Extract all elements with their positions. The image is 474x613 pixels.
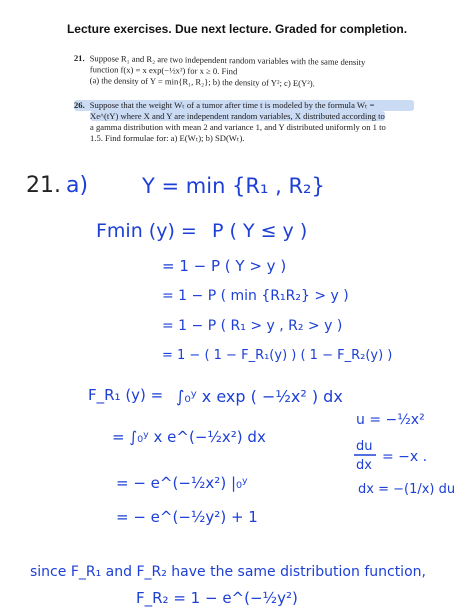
problem-26-line-2: Xe^(tY) where X and Y are independent random variables, X distributed according to	[90, 111, 385, 121]
hw-substitution-du-rhs: = −x .	[382, 449, 428, 465]
hw-substitution-dx: dx	[356, 458, 372, 473]
hw-problem-label: 21.	[26, 173, 61, 198]
hw-step-3: = 1 − P ( R₁ > y , R₂ > y )	[162, 318, 343, 334]
problem-26-line-4: 1.5. Find formulae for: a) E(Wₜ); b) SD(Wₜ).	[90, 133, 245, 143]
problem-21-line-2: function f(x) = x exp(−½x²) for x ≥ 0. Find	[89, 64, 238, 77]
problem-26-number: 26.	[74, 100, 85, 110]
hw-substitution-dx-rhs: dx = −(1/x) du	[358, 482, 456, 497]
hw-fmin-rhs: P ( Y ≤ y )	[212, 220, 308, 242]
problem-21-number: 21.	[73, 53, 85, 64]
hw-fr-definition-lhs: F_R₁ (y) =	[88, 386, 164, 404]
hw-substitution-du: du	[356, 439, 373, 454]
hw-substitution-u: u = −½x²	[356, 412, 425, 428]
problem-26-line-3: a gamma distribution with mean 2 and variance 1, and Y distributed uniformly on 1 to	[90, 122, 386, 132]
hw-step-1: = 1 − P ( Y > y )	[162, 257, 287, 275]
hw-fr-definition-integral: ∫₀ʸ x exp ( −½x² ) dx	[176, 387, 343, 406]
hw-y-definition: Y = min {R₁ , R₂}	[142, 174, 325, 198]
hw-since-note: since F_R₁ and F_R₂ have the same distribution function,	[30, 564, 426, 580]
hw-step-2: = 1 − P ( min {R₁R₂} > y )	[162, 288, 349, 304]
hw-fr-step-2: = − e^(−½x²) |₀ʸ	[116, 474, 248, 492]
hw-fr-step-3: = − e^(−½y²) + 1	[116, 508, 258, 526]
hw-step-4: = 1 − ( 1 − F_R₁(y) ) ( 1 − F_R₂(y) )	[162, 348, 393, 363]
hw-fr2-result: F_R₂ = 1 − e^(−½y²)	[136, 589, 298, 607]
hw-part-label: a)	[66, 173, 89, 198]
problem-21-line-1: 21. Suppose R₁ and R₂ are two independent random variables with the same density	[73, 53, 366, 68]
hw-fmin-lhs: Fmin (y) =	[96, 220, 197, 242]
problem-26-line-1: 26. Suppose that the weight Wₜ of a tumor after time t is modeled by the formula Wₜ =	[74, 100, 414, 111]
hw-fr-step-1: = ∫₀ʸ x e^(−½x²) dx	[112, 428, 266, 446]
problem-21-line-3: (a) the density of Y = min{R₁, R₂}; b) the density of Y²; c) E(Y²).	[89, 75, 315, 89]
page-heading: Lecture exercises. Due next lecture. Graded for completion.	[66, 22, 408, 36]
